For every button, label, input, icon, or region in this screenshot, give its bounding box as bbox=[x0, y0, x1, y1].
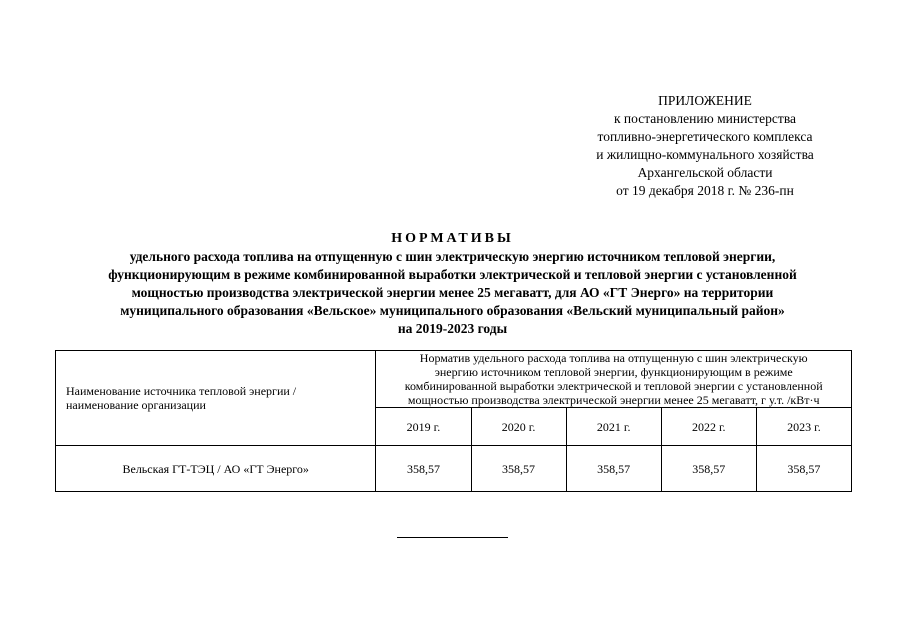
appendix-date: от 19 декабря 2018 г. № 236-пн bbox=[616, 183, 794, 198]
value-cell: 358,57 bbox=[756, 446, 851, 492]
appendix-line: топливно-энергетического комплекса bbox=[597, 129, 813, 144]
appendix-block bbox=[560, 92, 850, 200]
closing-rule bbox=[397, 537, 508, 538]
source-column-header bbox=[56, 351, 376, 446]
appendix-heading: ПРИЛОЖЕНИЕ bbox=[658, 93, 752, 108]
norm-column-header bbox=[376, 351, 852, 408]
value-cell: 358,57 bbox=[471, 446, 566, 492]
appendix-line: Архангельской области bbox=[637, 165, 773, 180]
title-line: мощностью производства электрической энергии менее 25 мегаватт, для АО «ГТ Энерго» на территории bbox=[131, 285, 774, 300]
year-header: 2020 г. bbox=[471, 408, 566, 446]
title-line: муниципального образования «Вельское» муниципального образования «Вельский муниципальный район» bbox=[120, 303, 785, 318]
title-line: удельного расхода топлива на отпущенную с шин электрическую энергию источником тепловой энергии, bbox=[129, 249, 776, 264]
source-name-cell: Вельская ГТ-ТЭЦ / АО «ГТ Энерго» bbox=[56, 446, 376, 492]
title-line: на 2019-2023 годы bbox=[397, 321, 508, 336]
header-text: наименование организации bbox=[66, 398, 206, 412]
header-text: комбинированной выработки электрической и тепловой энергии с установленной bbox=[404, 379, 823, 393]
appendix-line: и жилищно-коммунального хозяйства bbox=[596, 147, 814, 162]
year-header: 2021 г. bbox=[566, 408, 661, 446]
header-text: мощностью производства электрической энергии менее 25 мегаватт, г у.т. /кВт·ч bbox=[407, 393, 820, 407]
title-line: функционирующим в режиме комбинированной выработки электрической и тепловой энергии с установленной bbox=[108, 267, 797, 282]
year-header: 2022 г. bbox=[661, 408, 756, 446]
year-header: 2019 г. bbox=[376, 408, 471, 446]
year-header: 2023 г. bbox=[756, 408, 851, 446]
value-cell: 358,57 bbox=[661, 446, 756, 492]
table-row bbox=[56, 446, 852, 492]
title-main: НОРМАТИВЫ bbox=[391, 231, 514, 246]
value-cell: 358,57 bbox=[566, 446, 661, 492]
value-cell: 358,57 bbox=[376, 446, 471, 492]
header-text: Норматив удельного расхода топлива на отпущенную с шин электрическую bbox=[419, 351, 808, 365]
header-text: Наименование источника тепловой энергии / bbox=[66, 384, 297, 398]
appendix-line: к постановлению министерства bbox=[613, 111, 797, 126]
table-header-row bbox=[56, 351, 852, 408]
norms-table bbox=[55, 350, 852, 492]
header-text: энергию источником тепловой энергии, функционирующим в режиме bbox=[434, 365, 793, 379]
document-title bbox=[40, 230, 865, 338]
